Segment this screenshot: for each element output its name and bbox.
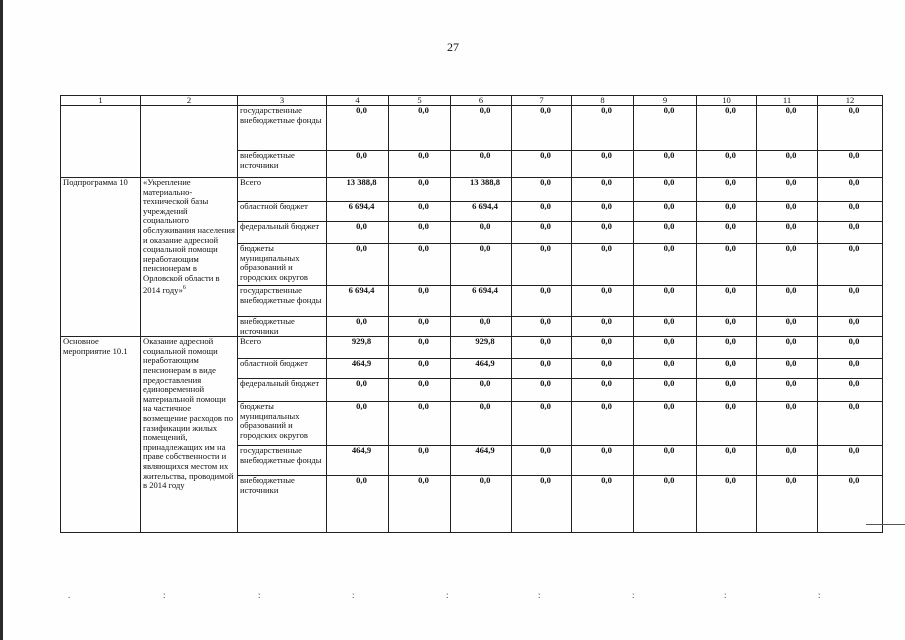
funding-source-cell: бюджеты муниципальных образований и городских округов	[238, 402, 327, 446]
value-cell: 0,0	[512, 151, 572, 178]
description-cell	[141, 337, 238, 533]
value-cell: 0,0	[512, 106, 572, 151]
value-cell: 0,0	[451, 317, 512, 337]
value-cell: 0,0	[512, 202, 572, 222]
funding-source-cell: Всего	[238, 337, 327, 359]
value-cell: 0,0	[818, 337, 883, 359]
value-cell: 0,0	[634, 402, 697, 446]
value-cell: 0,0	[818, 244, 883, 286]
value-cell: 0,0	[634, 446, 697, 476]
value-cell: 0,0	[818, 359, 883, 379]
value-cell: 0,0	[634, 286, 697, 317]
value-cell: 0,0	[572, 476, 634, 533]
program-cell	[61, 106, 141, 178]
value-cell: 0,0	[512, 337, 572, 359]
value-cell: 0,0	[389, 244, 451, 286]
column-header: 3	[238, 96, 327, 106]
value-cell: 0,0	[757, 359, 818, 379]
value-cell: 0,0	[389, 106, 451, 151]
value-cell: 0,0	[634, 379, 697, 402]
value-cell: 0,0	[634, 178, 697, 202]
value-cell: 0,0	[389, 317, 451, 337]
value-cell: 0,0	[512, 317, 572, 337]
value-cell: 0,0	[572, 178, 634, 202]
value-cell: 0,0	[451, 476, 512, 533]
column-header: 12	[818, 96, 883, 106]
value-cell: 0,0	[818, 446, 883, 476]
value-cell: 0,0	[634, 337, 697, 359]
value-cell: 0,0	[572, 222, 634, 244]
value-cell: 0,0	[389, 476, 451, 533]
value-cell: 6 694,4	[451, 202, 512, 222]
column-header: 7	[512, 96, 572, 106]
funding-source-cell: государственные внебюджетные фонды	[238, 286, 327, 317]
value-cell: 13 388,8	[327, 178, 389, 202]
value-cell: 0,0	[572, 244, 634, 286]
value-cell: 0,0	[389, 402, 451, 446]
footer-mark: :	[163, 590, 166, 600]
value-cell: 0,0	[697, 106, 757, 151]
description-text: «Укрепление материально-технической базы учреждений социального обслуживания населения и оказание адресной социальной помощи неработающим пенсионерам в Орловской области в 2014 году»	[143, 177, 235, 295]
value-cell: 0,0	[818, 476, 883, 533]
column-header: 6	[451, 96, 512, 106]
value-cell: 0,0	[389, 151, 451, 178]
value-cell: 0,0	[634, 476, 697, 533]
value-cell: 0,0	[634, 202, 697, 222]
value-cell: 0,0	[327, 379, 389, 402]
value-cell: 0,0	[451, 244, 512, 286]
value-cell: 0,0	[697, 151, 757, 178]
header-row	[61, 96, 883, 106]
funding-source-cell: государственные внебюджетные фонды	[238, 446, 327, 476]
value-cell: 0,0	[512, 178, 572, 202]
value-cell: 0,0	[512, 476, 572, 533]
value-cell: 0,0	[757, 337, 818, 359]
funding-source-cell: внебюджетные источники	[238, 476, 327, 533]
value-cell: 0,0	[634, 244, 697, 286]
value-cell: 0,0	[327, 317, 389, 337]
funding-source-cell: федеральный бюджет	[238, 222, 327, 244]
value-cell: 0,0	[697, 317, 757, 337]
value-cell: 0,0	[389, 359, 451, 379]
value-cell: 464,9	[327, 359, 389, 379]
value-cell: 0,0	[389, 446, 451, 476]
description-text: Оказание адресной социальной помощи неработающим пенсионерам в виде предоставления единовременной материальной помощи на частичное возмещение расходов по газификации жилых помещений, принадлежащих им на праве собственности и являющихся местом их жительства, проводимой в 2014 году	[143, 336, 234, 491]
value-cell: 0,0	[634, 106, 697, 151]
value-cell: 0,0	[697, 379, 757, 402]
column-header: 2	[141, 96, 238, 106]
value-cell: 0,0	[697, 286, 757, 317]
value-cell: 0,0	[572, 106, 634, 151]
value-cell: 464,9	[451, 359, 512, 379]
value-cell: 0,0	[818, 222, 883, 244]
footer-mark: :	[632, 590, 635, 600]
value-cell: 0,0	[697, 359, 757, 379]
value-cell: 0,0	[697, 476, 757, 533]
value-cell: 0,0	[818, 379, 883, 402]
description-cell	[141, 178, 238, 337]
value-cell: 0,0	[757, 286, 818, 317]
value-cell: 0,0	[327, 476, 389, 533]
value-cell: 0,0	[634, 222, 697, 244]
value-cell: 0,0	[818, 402, 883, 446]
footer-mark: :	[724, 590, 727, 600]
scan-left-edge	[0, 0, 3, 640]
value-cell: 0,0	[451, 106, 512, 151]
value-cell: 0,0	[818, 151, 883, 178]
value-cell: 0,0	[512, 222, 572, 244]
value-cell: 0,0	[818, 106, 883, 151]
value-cell: 0,0	[572, 202, 634, 222]
value-cell: 0,0	[818, 286, 883, 317]
scan-artifact-line	[866, 524, 905, 525]
value-cell: 0,0	[389, 202, 451, 222]
value-cell: 0,0	[451, 379, 512, 402]
column-header: 10	[697, 96, 757, 106]
value-cell: 0,0	[697, 244, 757, 286]
value-cell: 0,0	[818, 317, 883, 337]
value-cell: 6 694,4	[451, 286, 512, 317]
funding-source-cell: областной бюджет	[238, 202, 327, 222]
value-cell: 0,0	[512, 446, 572, 476]
value-cell: 0,0	[697, 222, 757, 244]
value-cell: 0,0	[572, 317, 634, 337]
value-cell: 0,0	[572, 286, 634, 317]
column-header: 5	[389, 96, 451, 106]
table-row	[61, 106, 883, 151]
value-cell: 0,0	[327, 244, 389, 286]
value-cell: 0,0	[572, 446, 634, 476]
value-cell: 0,0	[818, 178, 883, 202]
footer-mark: :	[818, 590, 821, 600]
value-cell: 0,0	[327, 222, 389, 244]
value-cell: 0,0	[634, 317, 697, 337]
column-header: 9	[634, 96, 697, 106]
value-cell: 0,0	[389, 286, 451, 317]
value-cell: 0,0	[757, 402, 818, 446]
value-cell: 0,0	[697, 446, 757, 476]
value-cell: 0,0	[634, 359, 697, 379]
footer-mark: :	[258, 590, 261, 600]
page-number: 27	[447, 40, 459, 54]
value-cell: 0,0	[451, 151, 512, 178]
program-funding-table	[60, 95, 883, 533]
value-cell: 0,0	[757, 106, 818, 151]
footer-mark: .	[68, 590, 71, 600]
value-cell: 0,0	[327, 402, 389, 446]
value-cell: 0,0	[757, 446, 818, 476]
program-cell: Основное мероприятие 10.1	[61, 337, 141, 533]
value-cell: 0,0	[512, 359, 572, 379]
value-cell: 0,0	[512, 402, 572, 446]
value-cell: 0,0	[757, 244, 818, 286]
value-cell: 6 694,4	[327, 202, 389, 222]
footer-mark: :	[538, 590, 541, 600]
value-cell: 0,0	[757, 151, 818, 178]
value-cell: 0,0	[697, 178, 757, 202]
funding-source-cell: внебюджетные источники	[238, 151, 327, 178]
value-cell: 0,0	[451, 402, 512, 446]
value-cell: 0,0	[757, 222, 818, 244]
value-cell: 0,0	[757, 476, 818, 533]
column-header: 8	[572, 96, 634, 106]
value-cell: 13 388,8	[451, 178, 512, 202]
table-row	[61, 178, 883, 202]
funding-source-cell: Всего	[238, 178, 327, 202]
value-cell: 0,0	[697, 202, 757, 222]
value-cell: 929,8	[327, 337, 389, 359]
footer-mark: :	[352, 590, 355, 600]
value-cell: 0,0	[512, 244, 572, 286]
footer-marks	[0, 590, 905, 600]
value-cell: 464,9	[451, 446, 512, 476]
value-cell: 0,0	[572, 402, 634, 446]
value-cell: 0,0	[389, 222, 451, 244]
funding-source-cell: областной бюджет	[238, 359, 327, 379]
value-cell: 0,0	[757, 202, 818, 222]
column-header: 1	[61, 96, 141, 106]
value-cell: 0,0	[389, 379, 451, 402]
value-cell: 0,0	[757, 178, 818, 202]
value-cell: 0,0	[757, 317, 818, 337]
value-cell: 929,8	[451, 337, 512, 359]
table-row	[61, 337, 883, 359]
value-cell: 0,0	[389, 178, 451, 202]
value-cell: 0,0	[757, 379, 818, 402]
value-cell: 0,0	[512, 286, 572, 317]
value-cell: 0,0	[327, 106, 389, 151]
column-header: 11	[757, 96, 818, 106]
value-cell: 464,9	[327, 446, 389, 476]
value-cell: 0,0	[697, 402, 757, 446]
value-cell: 0,0	[389, 337, 451, 359]
footnote-mark: 6	[182, 284, 186, 291]
value-cell: 0,0	[572, 359, 634, 379]
value-cell: 0,0	[451, 222, 512, 244]
funding-source-cell: бюджеты муниципальных образований и городских округов	[238, 244, 327, 286]
value-cell: 0,0	[572, 337, 634, 359]
description-cell	[141, 106, 238, 178]
value-cell: 0,0	[572, 379, 634, 402]
footer-mark: :	[446, 590, 449, 600]
value-cell: 0,0	[818, 202, 883, 222]
funding-source-cell: федеральный бюджет	[238, 379, 327, 402]
funding-source-cell: внебюджетные источники	[238, 317, 327, 337]
column-header: 4	[327, 96, 389, 106]
funding-source-cell: государственные внебюджетные фонды	[238, 106, 327, 151]
value-cell: 0,0	[327, 151, 389, 178]
value-cell: 6 694,4	[327, 286, 389, 317]
value-cell: 0,0	[697, 337, 757, 359]
value-cell: 0,0	[634, 151, 697, 178]
program-cell: Подпрограмма 10	[61, 178, 141, 337]
value-cell: 0,0	[512, 379, 572, 402]
value-cell: 0,0	[572, 151, 634, 178]
